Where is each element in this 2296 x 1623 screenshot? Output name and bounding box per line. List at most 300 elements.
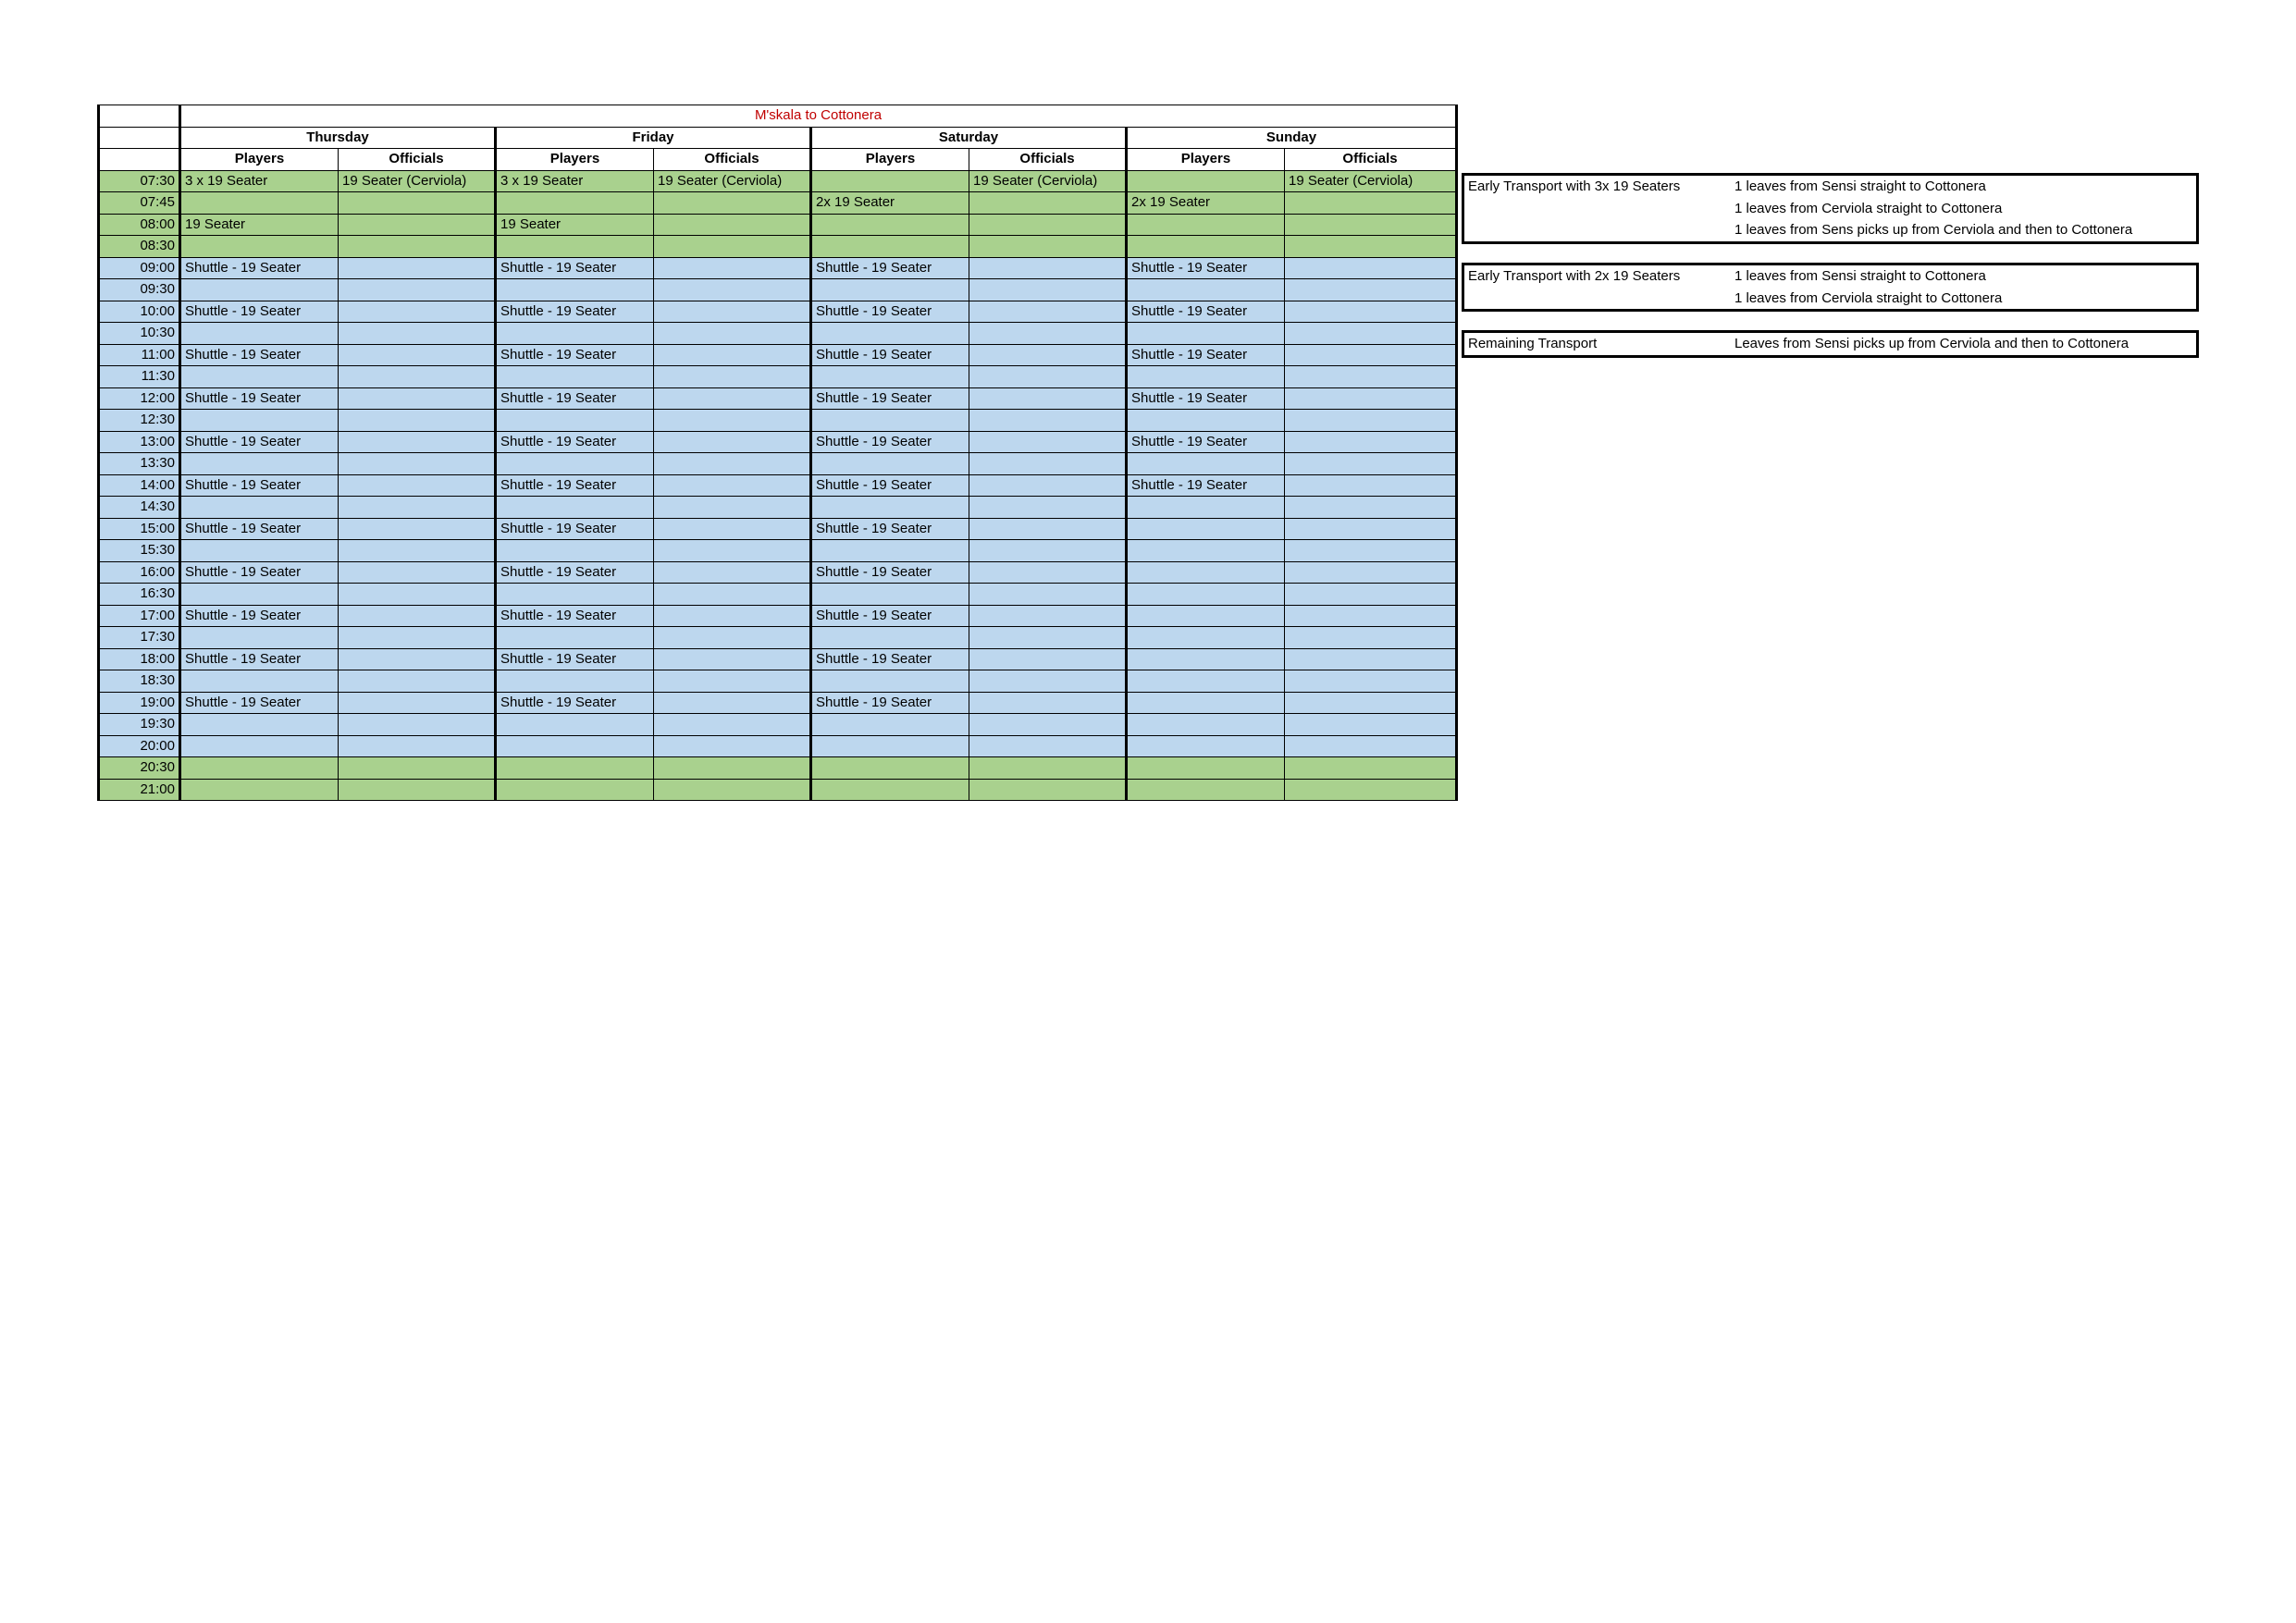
players-cell-friday xyxy=(496,627,654,649)
officials-cell-sunday xyxy=(1285,714,1457,736)
time-cell: 15:30 xyxy=(99,540,180,562)
officials-cell-thursday xyxy=(339,757,496,780)
officials-cell-sunday: 19 Seater (Cerviola) xyxy=(1285,170,1457,192)
players-cell-saturday xyxy=(811,540,969,562)
players-cell-thursday xyxy=(180,540,339,562)
players-cell-friday: Shuttle - 19 Seater xyxy=(496,518,654,540)
players-cell-sunday xyxy=(1127,366,1285,388)
officials-cell-thursday xyxy=(339,561,496,584)
officials-cell-sunday xyxy=(1285,431,1457,453)
players-cell-friday xyxy=(496,453,654,475)
officials-cell-friday xyxy=(654,323,811,345)
officials-cell-friday xyxy=(654,387,811,410)
time-cell: 19:30 xyxy=(99,714,180,736)
players-cell-sunday xyxy=(1127,540,1285,562)
officials-cell-friday xyxy=(654,584,811,606)
schedule-row xyxy=(99,540,1457,562)
players-cell-thursday xyxy=(180,366,339,388)
players-cell-sunday xyxy=(1127,670,1285,693)
officials-cell-sunday xyxy=(1285,692,1457,714)
players-cell-saturday: Shuttle - 19 Seater xyxy=(811,431,969,453)
officials-cell-sunday xyxy=(1285,410,1457,432)
schedule-table xyxy=(97,105,1458,801)
transport-note xyxy=(1462,330,2199,358)
schedule-row xyxy=(99,757,1457,780)
players-cell-saturday: Shuttle - 19 Seater xyxy=(811,518,969,540)
players-cell-thursday: Shuttle - 19 Seater xyxy=(180,431,339,453)
officials-cell-thursday xyxy=(339,605,496,627)
players-cell-sunday xyxy=(1127,627,1285,649)
officials-cell-thursday xyxy=(339,387,496,410)
officials-cell-friday xyxy=(654,540,811,562)
officials-cell-saturday xyxy=(969,779,1127,801)
schedule-row xyxy=(99,518,1457,540)
schedule-row xyxy=(99,474,1457,497)
players-cell-sunday: Shuttle - 19 Seater xyxy=(1127,257,1285,279)
officials-cell-sunday xyxy=(1285,627,1457,649)
players-cell-friday xyxy=(496,323,654,345)
officials-cell-saturday xyxy=(969,214,1127,236)
officials-cell-thursday xyxy=(339,735,496,757)
players-cell-friday xyxy=(496,236,654,258)
officials-cell-saturday xyxy=(969,279,1127,301)
officials-cell-saturday xyxy=(969,670,1127,693)
role-header-officials: Officials xyxy=(654,149,811,171)
time-cell: 21:00 xyxy=(99,779,180,801)
players-cell-thursday xyxy=(180,735,339,757)
schedule-row xyxy=(99,648,1457,670)
officials-cell-friday xyxy=(654,214,811,236)
officials-cell-thursday xyxy=(339,627,496,649)
players-cell-sunday: Shuttle - 19 Seater xyxy=(1127,344,1285,366)
time-cell: 09:00 xyxy=(99,257,180,279)
officials-cell-sunday xyxy=(1285,518,1457,540)
officials-cell-saturday: 19 Seater (Cerviola) xyxy=(969,170,1127,192)
officials-cell-saturday xyxy=(969,757,1127,780)
schedule-title: M'skala to Cottonera xyxy=(180,105,1457,128)
schedule-row xyxy=(99,497,1457,519)
players-cell-sunday xyxy=(1127,779,1285,801)
players-cell-friday: Shuttle - 19 Seater xyxy=(496,605,654,627)
players-cell-friday xyxy=(496,714,654,736)
time-cell: 07:45 xyxy=(99,192,180,215)
officials-cell-friday xyxy=(654,474,811,497)
players-cell-thursday xyxy=(180,670,339,693)
players-cell-thursday xyxy=(180,410,339,432)
players-cell-friday: Shuttle - 19 Seater xyxy=(496,301,654,323)
time-cell: 17:00 xyxy=(99,605,180,627)
players-cell-friday: Shuttle - 19 Seater xyxy=(496,561,654,584)
time-cell: 11:30 xyxy=(99,366,180,388)
officials-cell-sunday xyxy=(1285,301,1457,323)
schedule-row xyxy=(99,453,1457,475)
players-cell-thursday: Shuttle - 19 Seater xyxy=(180,692,339,714)
role-header-players: Players xyxy=(496,149,654,171)
players-cell-saturday: Shuttle - 19 Seater xyxy=(811,474,969,497)
schedule-row xyxy=(99,779,1457,801)
schedule-row xyxy=(99,323,1457,345)
players-cell-thursday xyxy=(180,453,339,475)
officials-cell-saturday xyxy=(969,366,1127,388)
day-header-sunday: Sunday xyxy=(1127,127,1457,149)
officials-cell-friday xyxy=(654,453,811,475)
time-cell: 13:00 xyxy=(99,431,180,453)
players-cell-saturday: Shuttle - 19 Seater xyxy=(811,344,969,366)
players-cell-sunday: Shuttle - 19 Seater xyxy=(1127,387,1285,410)
note-label: Early Transport with 3x 19 Seaters xyxy=(1468,178,1681,195)
players-cell-sunday xyxy=(1127,518,1285,540)
officials-cell-sunday xyxy=(1285,474,1457,497)
players-cell-thursday: Shuttle - 19 Seater xyxy=(180,561,339,584)
officials-cell-thursday xyxy=(339,366,496,388)
time-cell: 18:00 xyxy=(99,648,180,670)
players-cell-friday xyxy=(496,540,654,562)
role-header-players: Players xyxy=(1127,149,1285,171)
officials-cell-thursday xyxy=(339,323,496,345)
officials-cell-sunday xyxy=(1285,387,1457,410)
schedule-row xyxy=(99,670,1457,693)
players-cell-thursday xyxy=(180,757,339,780)
players-cell-thursday: Shuttle - 19 Seater xyxy=(180,518,339,540)
players-cell-thursday: Shuttle - 19 Seater xyxy=(180,344,339,366)
officials-cell-friday xyxy=(654,431,811,453)
players-cell-friday: Shuttle - 19 Seater xyxy=(496,257,654,279)
players-cell-thursday: 3 x 19 Seater xyxy=(180,170,339,192)
officials-cell-friday xyxy=(654,714,811,736)
players-cell-saturday: Shuttle - 19 Seater xyxy=(811,257,969,279)
players-cell-saturday: Shuttle - 19 Seater xyxy=(811,692,969,714)
officials-cell-sunday xyxy=(1285,779,1457,801)
officials-cell-friday xyxy=(654,627,811,649)
officials-cell-saturday xyxy=(969,236,1127,258)
officials-cell-saturday xyxy=(969,561,1127,584)
role-header-officials: Officials xyxy=(339,149,496,171)
players-cell-saturday xyxy=(811,279,969,301)
note-line: 1 leaves from Sensi straight to Cottonera xyxy=(1734,268,1986,285)
schedule-row xyxy=(99,561,1457,584)
officials-cell-sunday xyxy=(1285,236,1457,258)
officials-cell-saturday xyxy=(969,431,1127,453)
officials-cell-friday xyxy=(654,692,811,714)
schedule-row xyxy=(99,387,1457,410)
officials-cell-sunday xyxy=(1285,605,1457,627)
players-cell-saturday xyxy=(811,670,969,693)
officials-cell-sunday xyxy=(1285,344,1457,366)
players-cell-sunday xyxy=(1127,561,1285,584)
players-cell-friday: Shuttle - 19 Seater xyxy=(496,431,654,453)
time-cell: 08:30 xyxy=(99,236,180,258)
schedule-row xyxy=(99,170,1457,192)
players-cell-sunday xyxy=(1127,214,1285,236)
time-cell: 10:30 xyxy=(99,323,180,345)
officials-cell-friday xyxy=(654,366,811,388)
officials-cell-saturday xyxy=(969,605,1127,627)
time-cell: 08:00 xyxy=(99,214,180,236)
players-cell-friday xyxy=(496,497,654,519)
time-cell: 07:30 xyxy=(99,170,180,192)
officials-cell-thursday xyxy=(339,518,496,540)
schedule-row xyxy=(99,714,1457,736)
time-cell: 16:00 xyxy=(99,561,180,584)
players-cell-friday xyxy=(496,279,654,301)
officials-cell-saturday xyxy=(969,692,1127,714)
players-cell-sunday xyxy=(1127,584,1285,606)
officials-cell-sunday xyxy=(1285,540,1457,562)
players-cell-saturday xyxy=(811,236,969,258)
officials-cell-thursday xyxy=(339,192,496,215)
players-cell-sunday: Shuttle - 19 Seater xyxy=(1127,474,1285,497)
time-cell: 19:00 xyxy=(99,692,180,714)
note-row xyxy=(1464,219,2196,241)
time-cell: 20:30 xyxy=(99,757,180,780)
players-cell-saturday xyxy=(811,714,969,736)
players-cell-saturday xyxy=(811,214,969,236)
officials-cell-friday xyxy=(654,236,811,258)
officials-cell-friday xyxy=(654,757,811,780)
players-cell-saturday xyxy=(811,757,969,780)
players-cell-friday: 3 x 19 Seater xyxy=(496,170,654,192)
time-cell: 12:30 xyxy=(99,410,180,432)
players-cell-thursday xyxy=(180,779,339,801)
players-cell-sunday xyxy=(1127,714,1285,736)
time-cell: 09:30 xyxy=(99,279,180,301)
time-cell: 17:30 xyxy=(99,627,180,649)
officials-cell-saturday xyxy=(969,301,1127,323)
players-cell-saturday: Shuttle - 19 Seater xyxy=(811,387,969,410)
players-cell-sunday xyxy=(1127,279,1285,301)
players-cell-friday: 19 Seater xyxy=(496,214,654,236)
players-cell-saturday xyxy=(811,366,969,388)
schedule-row xyxy=(99,584,1457,606)
officials-cell-sunday xyxy=(1285,497,1457,519)
officials-cell-sunday xyxy=(1285,323,1457,345)
players-cell-friday: Shuttle - 19 Seater xyxy=(496,648,654,670)
players-cell-thursday xyxy=(180,279,339,301)
note-row xyxy=(1464,333,2196,355)
players-cell-saturday: Shuttle - 19 Seater xyxy=(811,301,969,323)
officials-cell-friday xyxy=(654,344,811,366)
officials-cell-thursday xyxy=(339,453,496,475)
officials-cell-friday xyxy=(654,518,811,540)
players-cell-thursday xyxy=(180,714,339,736)
players-cell-sunday xyxy=(1127,648,1285,670)
schedule-row xyxy=(99,344,1457,366)
players-cell-friday: Shuttle - 19 Seater xyxy=(496,474,654,497)
note-line: 1 leaves from Cerviola straight to Cottonera xyxy=(1734,200,2003,216)
players-cell-thursday xyxy=(180,192,339,215)
officials-cell-sunday xyxy=(1285,735,1457,757)
time-cell: 11:00 xyxy=(99,344,180,366)
officials-cell-friday xyxy=(654,648,811,670)
players-cell-sunday xyxy=(1127,757,1285,780)
time-cell: 18:30 xyxy=(99,670,180,693)
officials-cell-friday xyxy=(654,192,811,215)
players-cell-sunday xyxy=(1127,605,1285,627)
players-cell-saturday xyxy=(811,170,969,192)
role-header-players: Players xyxy=(811,149,969,171)
players-cell-sunday xyxy=(1127,236,1285,258)
officials-cell-sunday xyxy=(1285,561,1457,584)
officials-cell-saturday xyxy=(969,648,1127,670)
officials-cell-saturday xyxy=(969,410,1127,432)
officials-cell-friday xyxy=(654,779,811,801)
officials-cell-saturday xyxy=(969,192,1127,215)
officials-cell-thursday xyxy=(339,779,496,801)
schedule-row xyxy=(99,192,1457,215)
schedule-row xyxy=(99,279,1457,301)
officials-cell-friday xyxy=(654,605,811,627)
schedule-row xyxy=(99,605,1457,627)
corner-cell xyxy=(99,149,180,171)
players-cell-saturday xyxy=(811,410,969,432)
officials-cell-sunday xyxy=(1285,453,1457,475)
officials-cell-friday: 19 Seater (Cerviola) xyxy=(654,170,811,192)
officials-cell-saturday xyxy=(969,387,1127,410)
schedule-row xyxy=(99,410,1457,432)
players-cell-saturday xyxy=(811,497,969,519)
schedule-row xyxy=(99,257,1457,279)
officials-cell-friday xyxy=(654,561,811,584)
officials-cell-saturday xyxy=(969,344,1127,366)
transport-note xyxy=(1462,263,2199,312)
players-cell-friday: Shuttle - 19 Seater xyxy=(496,692,654,714)
officials-cell-thursday xyxy=(339,540,496,562)
officials-cell-sunday xyxy=(1285,648,1457,670)
players-cell-thursday: Shuttle - 19 Seater xyxy=(180,257,339,279)
schedule-row xyxy=(99,236,1457,258)
players-cell-thursday: Shuttle - 19 Seater xyxy=(180,648,339,670)
time-cell: 14:30 xyxy=(99,497,180,519)
officials-cell-saturday xyxy=(969,518,1127,540)
players-cell-friday xyxy=(496,410,654,432)
officials-cell-friday xyxy=(654,410,811,432)
role-header-officials: Officials xyxy=(1285,149,1457,171)
officials-cell-saturday xyxy=(969,584,1127,606)
players-cell-friday xyxy=(496,366,654,388)
players-cell-saturday xyxy=(811,453,969,475)
officials-cell-friday xyxy=(654,257,811,279)
time-cell: 10:00 xyxy=(99,301,180,323)
officials-cell-thursday xyxy=(339,236,496,258)
players-cell-thursday xyxy=(180,627,339,649)
players-cell-friday xyxy=(496,584,654,606)
players-cell-friday xyxy=(496,192,654,215)
officials-cell-sunday xyxy=(1285,257,1457,279)
players-cell-sunday xyxy=(1127,735,1285,757)
transport-note xyxy=(1462,173,2199,244)
note-line: 1 leaves from Sensi straight to Cottonera xyxy=(1734,178,1986,195)
players-cell-sunday xyxy=(1127,497,1285,519)
officials-cell-friday xyxy=(654,279,811,301)
players-cell-thursday: 19 Seater xyxy=(180,214,339,236)
schedule-row xyxy=(99,431,1457,453)
officials-cell-saturday xyxy=(969,540,1127,562)
note-line: 1 leaves from Sens picks up from Cerviola and then to Cottonera xyxy=(1734,222,2133,239)
time-cell: 12:00 xyxy=(99,387,180,410)
players-cell-friday xyxy=(496,735,654,757)
players-cell-sunday: Shuttle - 19 Seater xyxy=(1127,431,1285,453)
officials-cell-saturday xyxy=(969,453,1127,475)
players-cell-saturday xyxy=(811,584,969,606)
officials-cell-sunday xyxy=(1285,192,1457,215)
officials-cell-thursday xyxy=(339,474,496,497)
players-cell-sunday xyxy=(1127,692,1285,714)
officials-cell-thursday xyxy=(339,431,496,453)
officials-cell-saturday xyxy=(969,497,1127,519)
officials-cell-thursday xyxy=(339,410,496,432)
time-cell: 20:00 xyxy=(99,735,180,757)
players-cell-sunday xyxy=(1127,170,1285,192)
officials-cell-saturday xyxy=(969,257,1127,279)
note-row xyxy=(1464,198,2196,220)
day-header-friday: Friday xyxy=(496,127,811,149)
officials-cell-thursday xyxy=(339,670,496,693)
officials-cell-friday xyxy=(654,497,811,519)
officials-cell-sunday xyxy=(1285,584,1457,606)
players-cell-saturday: Shuttle - 19 Seater xyxy=(811,561,969,584)
schedule-row xyxy=(99,627,1457,649)
schedule-row xyxy=(99,366,1457,388)
players-cell-thursday: Shuttle - 19 Seater xyxy=(180,474,339,497)
schedule-row xyxy=(99,735,1457,757)
players-cell-saturday xyxy=(811,627,969,649)
players-cell-sunday: Shuttle - 19 Seater xyxy=(1127,301,1285,323)
players-cell-thursday xyxy=(180,323,339,345)
note-row xyxy=(1464,265,2196,288)
officials-cell-sunday xyxy=(1285,214,1457,236)
players-cell-thursday xyxy=(180,236,339,258)
officials-cell-thursday xyxy=(339,257,496,279)
corner-cell xyxy=(99,127,180,149)
players-cell-saturday xyxy=(811,735,969,757)
players-cell-sunday xyxy=(1127,323,1285,345)
note-label: Early Transport with 2x 19 Seaters xyxy=(1468,268,1681,285)
officials-cell-thursday xyxy=(339,714,496,736)
players-cell-saturday: Shuttle - 19 Seater xyxy=(811,605,969,627)
officials-cell-saturday xyxy=(969,735,1127,757)
officials-cell-thursday: 19 Seater (Cerviola) xyxy=(339,170,496,192)
time-cell: 16:30 xyxy=(99,584,180,606)
officials-cell-sunday xyxy=(1285,366,1457,388)
schedule-sheet xyxy=(97,105,1458,801)
players-cell-sunday xyxy=(1127,410,1285,432)
note-label: Remaining Transport xyxy=(1468,336,1598,352)
note-row xyxy=(1464,176,2196,198)
players-cell-saturday: Shuttle - 19 Seater xyxy=(811,648,969,670)
officials-cell-saturday xyxy=(969,627,1127,649)
officials-cell-thursday xyxy=(339,692,496,714)
players-cell-thursday: Shuttle - 19 Seater xyxy=(180,301,339,323)
officials-cell-saturday xyxy=(969,323,1127,345)
players-cell-sunday: 2x 19 Seater xyxy=(1127,192,1285,215)
note-row xyxy=(1464,288,2196,310)
players-cell-saturday: 2x 19 Seater xyxy=(811,192,969,215)
officials-cell-friday xyxy=(654,735,811,757)
schedule-row xyxy=(99,301,1457,323)
officials-cell-saturday xyxy=(969,474,1127,497)
players-cell-saturday xyxy=(811,323,969,345)
players-cell-saturday xyxy=(811,779,969,801)
players-cell-friday xyxy=(496,757,654,780)
time-cell: 14:00 xyxy=(99,474,180,497)
players-cell-friday: Shuttle - 19 Seater xyxy=(496,344,654,366)
note-line: Leaves from Sensi picks up from Cerviola and then to Cottonera xyxy=(1734,336,2129,352)
players-cell-sunday xyxy=(1127,453,1285,475)
officials-cell-thursday xyxy=(339,497,496,519)
players-cell-thursday: Shuttle - 19 Seater xyxy=(180,387,339,410)
role-header-players: Players xyxy=(180,149,339,171)
role-header-officials: Officials xyxy=(969,149,1127,171)
